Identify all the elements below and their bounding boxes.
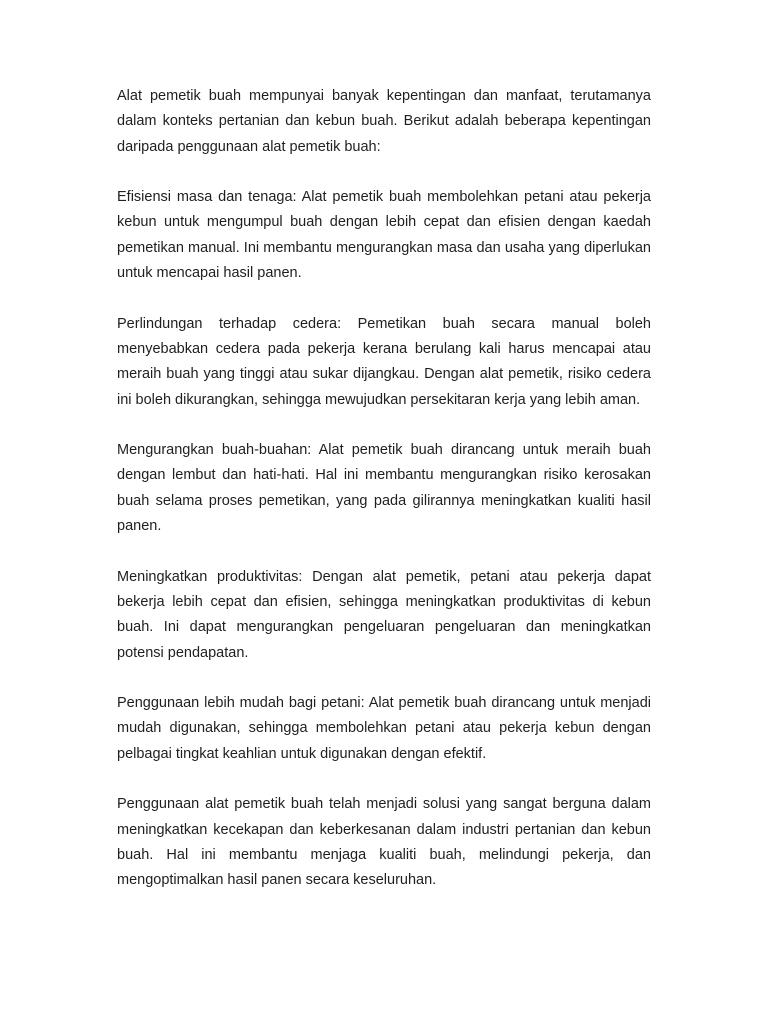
paragraph-penggunaan-mudah: Penggunaan lebih mudah bagi petani: Alat pemetik buah dirancang untuk menjadi mudah digunakan, sehingga membolehkan petani atau pekerja kebun dengan pelbagai tingkat keahlian untuk digunakan dengan efektif. [117, 695, 651, 762]
paragraph-kesimpulan: Penggunaan alat pemetik buah telah menjadi solusi yang sangat berguna dalam meningkatkan kecekapan dan keberkesanan dalam industri pertanian dan kebun buah. Hal ini membantu menjaga kualiti buah, melindungi pekerja, dan mengoptimalkan hasil panen secara keseluruhan. [117, 796, 651, 889]
document-body [117, 84, 651, 894]
paragraph-intro: Alat pemetik buah mempunyai banyak kepentingan dan manfaat, terutamanya dalam konteks pertanian dan kebun buah. Berikut adalah beberapa kepentingan daripada penggunaan alat pemetik buah: [117, 88, 651, 155]
paragraph-perlindungan: Perlindungan terhadap cedera: Pemetikan buah secara manual boleh menyebabkan cedera pada pekerja kerana berulang kali harus mencapai atau meraih buah yang tinggi atau sukar dijangkau. Dengan alat pemetik, risiko cedera ini boleh dikurangkan, sehingga mewujudkan persekitaran kerja yang lebih aman. [117, 315, 651, 408]
paragraph-produktivitas: Meningkatkan produktivitas: Dengan alat pemetik, petani atau pekerja dapat bekerja lebih cepat dan efisien, sehingga meningkatkan produktivitas di kebun buah. Ini dapat mengurangkan pengeluaran pengeluaran dan meningkatkan potensi pendapatan. [117, 568, 651, 661]
paragraph-efisiensi: Efisiensi masa dan tenaga: Alat pemetik buah membolehkan petani atau pekerja kebun untuk mengumpul buah dengan lebih cepat dan efisien dengan kaedah pemetikan manual. Ini membantu mengurangkan masa dan usaha yang diperlukan untuk mencapai hasil panen. [117, 189, 651, 282]
paragraph-mengurangkan: Mengurangkan buah-buahan: Alat pemetik buah dirancang untuk meraih buah dengan lembut dan hati-hati. Hal ini membantu mengurangkan risiko kerosakan buah selama proses pemetikan, yang pada gilirannya meningkatkan kualiti hasil panen. [117, 442, 651, 535]
